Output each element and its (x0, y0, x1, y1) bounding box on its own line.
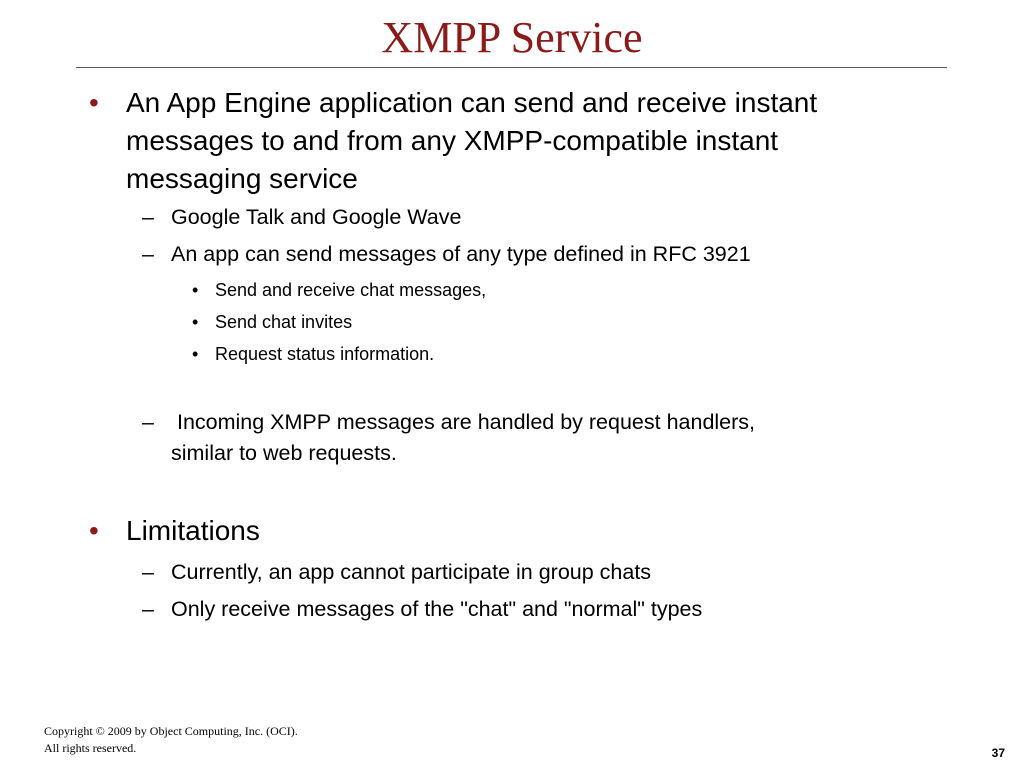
sub-bullet-group-chats (142, 557, 652, 588)
sub-sub-bullet-status-info (192, 341, 435, 367)
dash-marker: – (142, 242, 154, 266)
sub-bullet-text: Only receive messages of the "chat" and "normal" types (171, 597, 703, 621)
sub-bullet-text: Google Talk and Google Wave (171, 205, 462, 229)
sub-bullet-text: An app can send messages of any type defined in RFC 3921 (171, 242, 751, 266)
sub-bullet-rfc-3921 (142, 239, 751, 270)
bullet-marker: • (192, 312, 199, 332)
bullet-app-engine (89, 84, 818, 198)
sub-bullet-text-line: similar to web requests. (171, 441, 397, 465)
footer-copyright (44, 723, 298, 757)
slide-title: XMPP Service (381, 13, 643, 62)
sub-sub-bullet-text: Request status information. (215, 344, 435, 364)
dash-marker: – (142, 560, 154, 584)
sub-sub-bullet-chat-invites (192, 309, 353, 335)
dash-marker: – (142, 205, 154, 229)
dash-marker: – (142, 410, 154, 434)
bullet-text-line: Limitations (126, 515, 260, 546)
sub-bullet-google-talk (142, 202, 462, 233)
copyright-line: All rights reserved. (44, 741, 137, 755)
sub-sub-bullet-text: Send and receive chat messages, (215, 280, 487, 300)
bullet-text-line: messages to and from any XMPP-compatible instant (126, 125, 779, 156)
sub-sub-bullet-chat-messages (192, 277, 487, 303)
bullet-text-line: messaging service (126, 163, 358, 194)
bullet-marker: • (192, 280, 199, 300)
copyright-line: Copyright © 2009 by Object Computing, Inc. (OCI). (44, 724, 298, 738)
sub-bullet-incoming-messages (142, 407, 756, 469)
bullet-text-line: An App Engine application can send and receive instant (126, 87, 818, 118)
bullet-marker: • (89, 87, 99, 118)
bullet-limitations (89, 512, 260, 550)
sub-sub-bullet-text: Send chat invites (215, 312, 353, 332)
dash-marker: – (142, 597, 154, 621)
bullet-marker: • (192, 344, 199, 364)
sub-bullet-text-line: Incoming XMPP messages are handled by request handlers, (171, 410, 756, 434)
page-number: 37 (991, 746, 1005, 760)
sub-bullet-text: Currently, an app cannot participate in group chats (171, 560, 652, 584)
sub-bullet-message-types (142, 594, 703, 625)
bullet-marker: • (89, 515, 99, 546)
